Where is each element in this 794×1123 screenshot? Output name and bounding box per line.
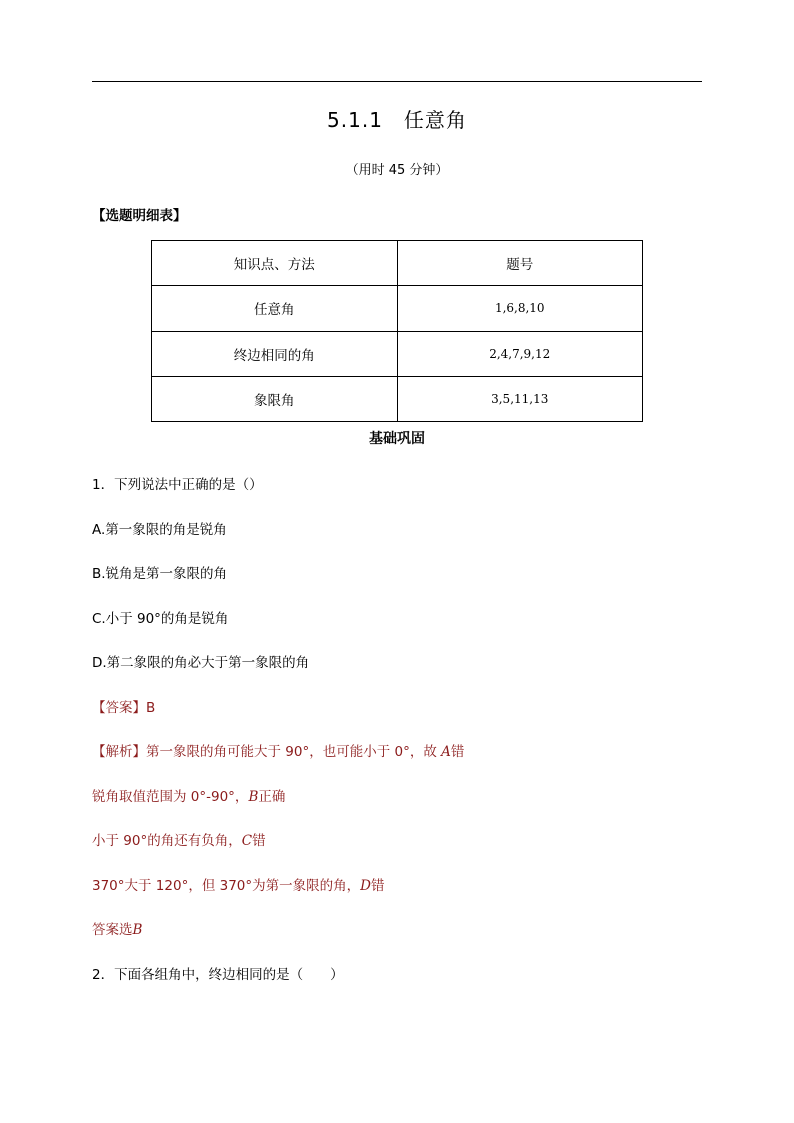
table-header-cell: 知识点、方法 — [152, 241, 398, 286]
analysis-text: 错 — [370, 878, 385, 894]
analysis-text: 错 — [252, 833, 266, 849]
question-numbers-cell: 1,6,8,10 — [397, 286, 643, 331]
option-b: B.锐角是第一象限的角 — [92, 566, 228, 582]
time-note: （用时 45 分钟） — [345, 163, 449, 178]
table-row — [152, 286, 643, 331]
question-numbers-cell: 2,4,7,9,12 — [397, 331, 643, 376]
analysis-text: 小于 90°的角还有负角， — [92, 833, 242, 849]
analysis-line-4 — [92, 874, 384, 894]
option-c: C.小于 90°的角是锐角 — [92, 611, 229, 627]
analysis-text: 第一象限的角可能大于 90°，也可能小于 0°，故 — [146, 744, 442, 760]
conclusion-line — [92, 918, 142, 938]
table-row — [152, 331, 643, 376]
section-title: 基础巩固 — [369, 431, 425, 447]
math-variable: D — [360, 878, 371, 894]
math-variable: C — [241, 833, 253, 849]
topic-cell: 终边相同的角 — [152, 331, 398, 376]
answer-line: 【答案】B — [92, 700, 156, 716]
analysis-text: 正确 — [258, 789, 286, 805]
topic-cell: 象限角 — [152, 376, 398, 421]
question-numbers-cell: 3,5,11,13 — [397, 376, 643, 421]
analysis-text: 锐角取值范围为 0°-90°， — [92, 789, 249, 805]
question-1-stem: 1．下列说法中正确的是（） — [92, 477, 263, 493]
header-rule — [92, 81, 702, 82]
math-variable: B — [132, 922, 143, 938]
option-d: D.第二象限的角必大于第一象限的角 — [92, 655, 310, 671]
analysis-text: 370°大于 120°，但 370°为第一象限的角， — [92, 878, 361, 894]
analysis-text: 错 — [450, 744, 465, 760]
page-title: 5.1.1 任意角 — [327, 108, 467, 132]
analysis-line-1 — [92, 740, 464, 760]
math-variable: A — [441, 744, 451, 760]
table-header-cell: 题号 — [397, 241, 643, 286]
analysis-label: 【解析】 — [92, 744, 146, 760]
question-detail-table — [151, 240, 643, 422]
table-header-row — [152, 241, 643, 286]
table-row — [152, 376, 643, 421]
math-variable: B — [248, 789, 259, 805]
analysis-line-3 — [92, 829, 266, 849]
question-2-stem: 2．下面各组角中，终边相同的是（ ） — [92, 967, 344, 983]
option-a: A.第一象限的角是锐角 — [92, 522, 227, 538]
table-label: 【选题明细表】 — [92, 208, 187, 224]
conclusion-text: 答案选 — [92, 922, 133, 938]
analysis-line-2 — [92, 785, 285, 805]
topic-cell: 任意角 — [152, 286, 398, 331]
